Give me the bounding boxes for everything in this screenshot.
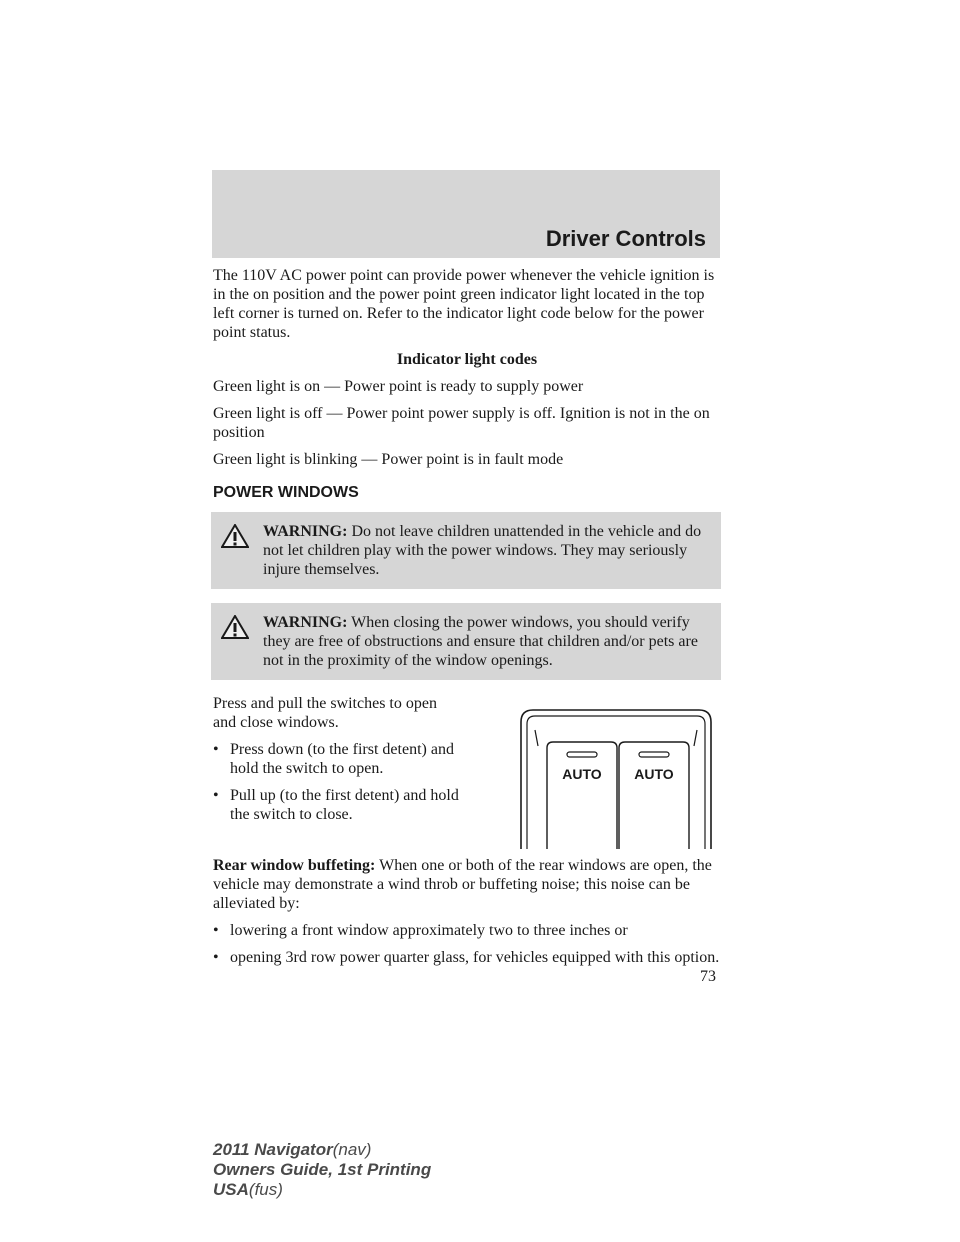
warning-triangle-icon — [221, 615, 249, 639]
list-item: • Pull up (to the first detent) and hold the switch to close. — [213, 787, 459, 823]
power-windows-heading: POWER WINDOWS — [213, 484, 359, 501]
buffeting-label: Rear window buffeting: — [213, 857, 376, 874]
warning-box-obstructions — [211, 603, 721, 680]
list-item: • Press down (to the first detent) and hold the switch to open. — [213, 741, 454, 777]
section-title: Driver Controls — [545, 226, 706, 251]
warning-text: When closing the power windows, you should verify they are free of obstructions and ensure that children and/or pets are not in the proximity of the window openings. — [263, 614, 698, 669]
indicator-code-off: Green light is off — Power point power supply is off. Ignition is not in the on position — [213, 405, 710, 441]
list-item: • lowering a front window approximately two to three inches or — [213, 922, 628, 939]
warning-label: WARNING: — [263, 523, 348, 540]
buffeting-text: When one or both of the rear windows are open, the vehicle may demonstrate a wind throb or buffeting noise; this noise can be alleviated by: — [213, 857, 712, 912]
warning-box-children — [211, 512, 721, 589]
indicator-heading: Indicator light codes — [396, 351, 538, 368]
buffeting-paragraph — [213, 856, 721, 913]
warning-triangle-icon — [221, 524, 249, 548]
intro-paragraph: The 110V AC power point can provide power whenever the vehicle ignition is in the on position and the power point green indicator light located in the top left corner is turned on. Refer to the indicator light code below for the power point status. — [213, 267, 715, 341]
window-switch-section — [213, 694, 721, 850]
indicator-code-on: Green light is on — Power point is ready to supply power — [213, 378, 584, 395]
section-header-band — [212, 170, 720, 258]
page-content — [213, 266, 721, 975]
right-switch-auto-label: AUTO — [634, 766, 674, 782]
warning-label: WARNING: — [263, 614, 348, 631]
left-switch-auto-label: AUTO — [562, 766, 602, 782]
page-number: 73 — [700, 968, 716, 985]
indicator-code-blinking: Green light is blinking — Power point is in fault mode — [213, 451, 564, 468]
window-instructions: Press and pull the switches to open and close windows. — [213, 695, 437, 731]
print-footer: 2011 Navigator(nav) Owners Guide, 1st Printing USA(fus) — [213, 1140, 432, 1199]
list-item: • opening 3rd row power quarter glass, for vehicles equipped with this option. — [213, 949, 720, 966]
warning-text: Do not leave children unattended in the vehicle and do not let children play with the power windows. They may seriously injure themselves. — [263, 523, 702, 578]
window-switch-illustration — [511, 702, 721, 850]
